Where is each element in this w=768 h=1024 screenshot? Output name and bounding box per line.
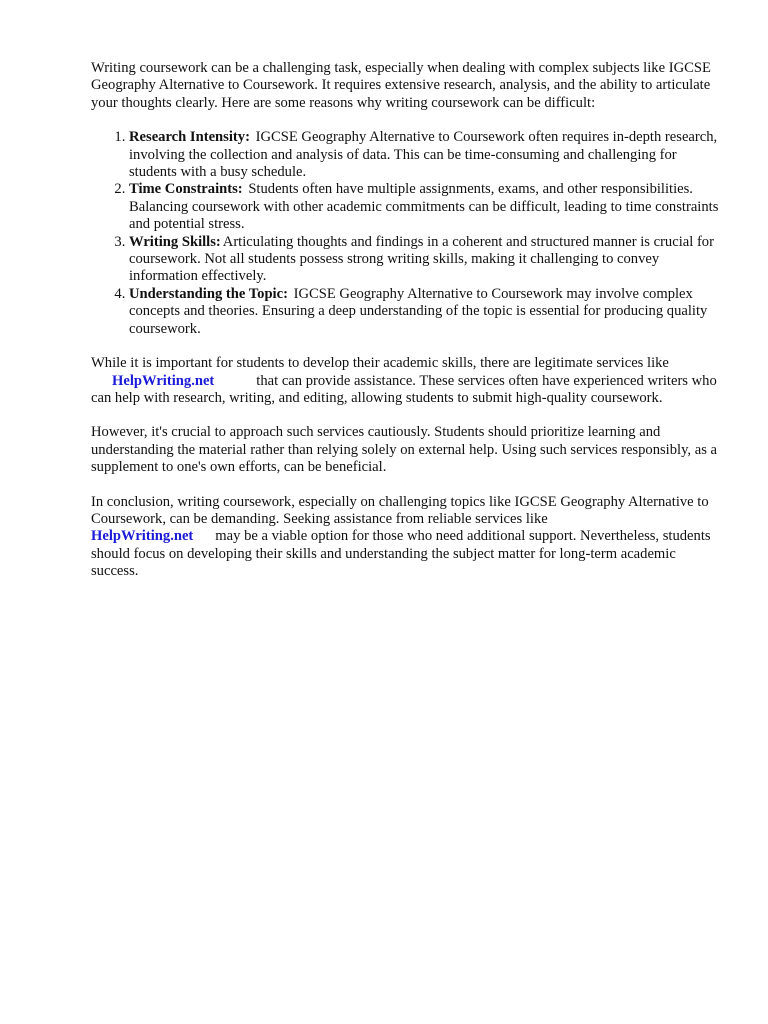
reason-item-writing-skills: [129, 234, 722, 286]
services-paragraph: [91, 355, 722, 407]
reason-term: Time Constraints:: [129, 181, 243, 198]
conclusion-paragraph: [91, 494, 722, 581]
reason-text: IGCSE Geography Alternative to Coursework may involve complex concepts and theories. Ensuring a deep understanding of the topic is essential for producing quality coursework.: [129, 285, 708, 337]
intro-paragraph: Writing coursework can be a challenging task, especially when dealing with complex subjects like IGCSE Geography Alternative to Coursework. It requires extensive research, analysis, and the ability to articulate your thoughts clearly. Here are some reasons why writing coursework can be difficult:: [91, 60, 711, 111]
services-text-after: that can provide assistance. These services often have experienced writers who can help with research, writing, and editing, allowing students to submit high-quality coursework.: [91, 372, 717, 406]
caution-paragraph: However, it's crucial to approach such services cautiously. Students should prioritize learning and understanding the material rather than relying solely on external help. Using such services responsibly, as a supplement to one's own efforts, can be beneficial.: [91, 424, 717, 476]
services-text-before: While it is important for students to develop their academic skills, there are legitimate services like: [91, 355, 669, 372]
conclusion-text-before: In conclusion, writing coursework, especially on challenging topics like IGCSE Geography Alternative to Coursework, can be demanding. Seeking assistance from reliable services like: [91, 493, 709, 527]
reason-item-understanding-topic: [129, 286, 722, 338]
reason-text: IGCSE Geography Alternative to Coursework often requires in-depth research, involving the collection and analysis of data. This can be time-consuming and challenging for students with a busy schedule.: [129, 129, 718, 181]
helpwriting-link[interactable]: HelpWriting.net: [112, 372, 215, 389]
reason-term: Writing Skills:: [129, 233, 221, 250]
reasons-list: [91, 129, 722, 338]
reason-item-time-constraints: [129, 181, 722, 233]
reason-text: Students often have multiple assignments, exams, and other responsibilities. Balancing coursework with other academic commitments can be difficult, leading to time constraints and potential stress.: [129, 181, 719, 233]
reason-term: Understanding the Topic:: [129, 285, 288, 302]
helpwriting-link[interactable]: HelpWriting.net: [91, 528, 194, 545]
reason-text: Articulating thoughts and findings in a coherent and structured manner is crucial for coursework. Not all students possess strong writing skills, making it challenging to convey information effectively.: [129, 233, 714, 285]
reason-term: Research Intensity:: [129, 129, 250, 146]
conclusion-text-after: may be a viable option for those who need additional support. Nevertheless, students should focus on developing their skills and understanding the subject matter for long-term academic success.: [91, 528, 711, 580]
reason-item-research-intensity: [129, 129, 722, 181]
